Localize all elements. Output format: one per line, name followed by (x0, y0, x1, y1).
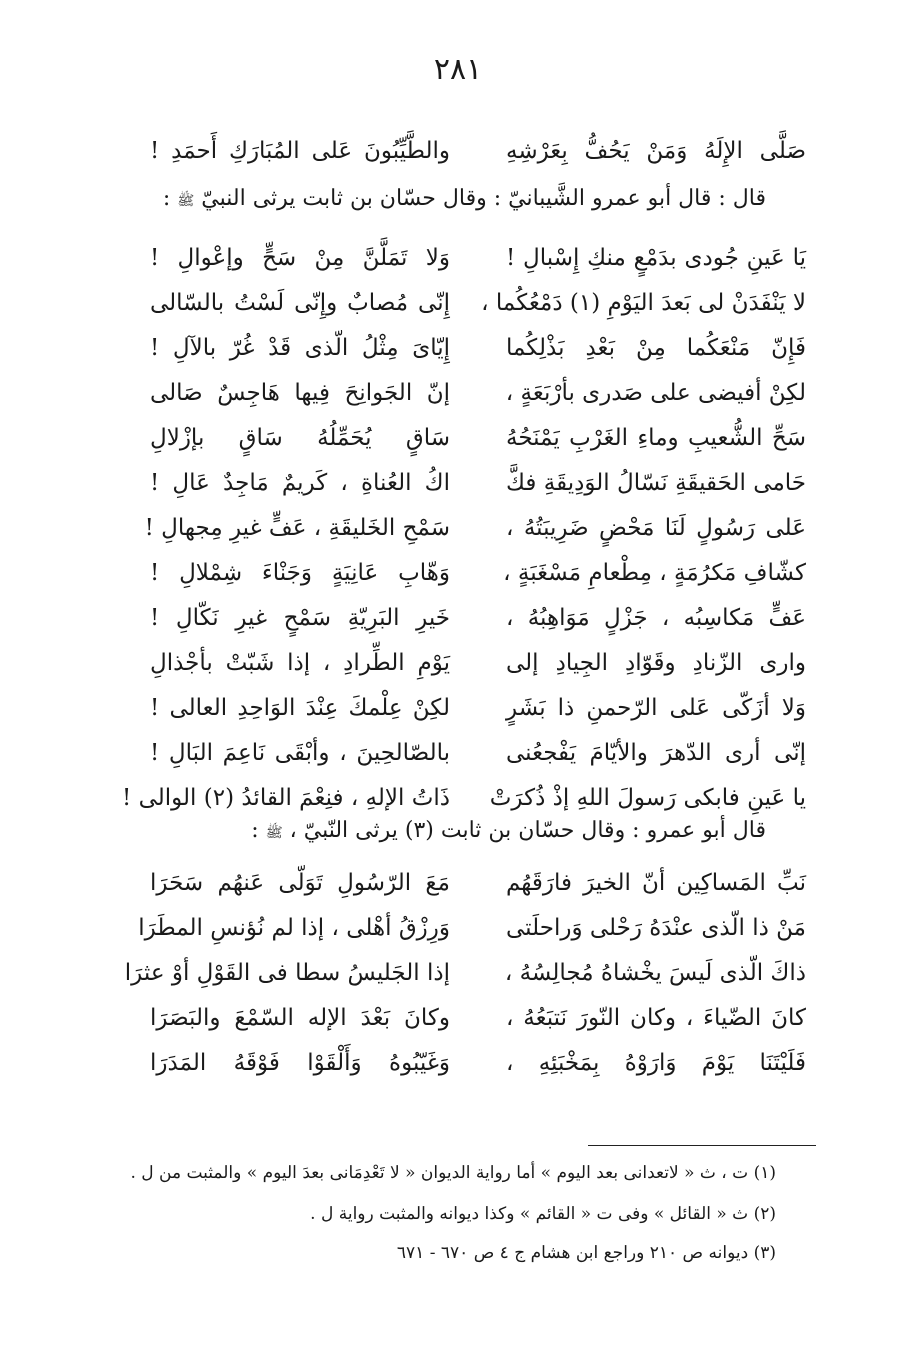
verse-first-hemistich: يَا عَينِ جُودى بدَمْعٍ منكِ إِسْبالِ ! (506, 244, 806, 271)
verse-first-hemistich: كشّافِ مَكرُمَةٍ ، مِطْعامِ مَسْغَبَةٍ ، (503, 559, 806, 586)
verse-second-hemistich: وَلا تَمَلَّنَّ مِنْ سَحٍّ وإعْوالِ ! (150, 244, 450, 271)
verse-row (150, 325, 806, 370)
verse-first-hemistich: وَلا أزَكّى عَلى الرّحمنِ ذا بَشَرٍ (506, 694, 806, 721)
footnote-1: (١) ت ، ث « لاتعدانى بعد اليوم » أما رواية الديوان « لا تَعْدِمَانى بعدَ اليوم » والمثبت من ل . (130, 1163, 776, 1183)
verse-first-hemistich: نَبِّ المَساكِين أنّ الخيرَ فارَقَهُم (506, 869, 806, 896)
verse-row (150, 595, 806, 640)
page-number: ٢٨١ (433, 52, 483, 87)
footnote-divider (588, 1145, 816, 1146)
verse-first-hemistich: حَامى الحَقيقَةِ نَسّالُ الوَدِيقَةِ فكَّ (506, 469, 806, 496)
verse-second-hemistich: إِيّاىَ مِثْلُ الّذى قَدْ غُرّ بالآلِ ! (150, 334, 450, 361)
verse-second-hemistich: سَاقٍ يُحَمِّلُهُ سَاقٍ بإزْلالِ (150, 424, 450, 451)
verse-row (150, 995, 806, 1040)
verse-row (138, 905, 806, 950)
verse-second-hemistich: سَمْحِ الخَليقَةِ ، عَفٍّ غيرِ مِجهالِ ! (144, 514, 450, 541)
verse-second-hemistich: وكانَ بَعْدَ الإله السّمْعَ والبَصَرَا (150, 1004, 450, 1031)
verse-first-hemistich: فَإِنّ مَنْعَكُما مِنْ بَعْدِ بَذْلِكُما (506, 334, 806, 361)
verse-row (150, 1040, 806, 1085)
verse-second-hemistich: إِنّى مُصابٌ وإِنّى لَسْتُ بالسّالى (150, 289, 450, 316)
verse-row (150, 280, 806, 325)
footnote-2: (٢) ث « القائل » وفى ت « القائم » وكذا ديوانه والمثبت رواية ل . (310, 1204, 776, 1224)
salutation-seal: ﷺ (265, 825, 283, 841)
verse-second-hemistich: لكِنْ عِلْمكَ عِنْدَ الوَاحِدِ العالى ! (150, 694, 450, 721)
verse-first-hemistich: إنّى أرى الدّهرَ والأيّامَ يَفْجعُنى (506, 739, 806, 766)
poem-1 (122, 235, 806, 820)
verse-first-hemistich: سَحِّ الشُّعيبِ وماءِ الغَرْبِ يَمْنَحُهُ (506, 424, 806, 451)
verse-second-hemistich: يَوْمِ الطِّرادِ ، إذا شَبّتْ بأجْذالِ (150, 649, 450, 676)
verse-second-hemistich: وَغَيّبُوهُ وَأَلْقَوْا فَوْقَهُ المَدَرَا (150, 1049, 450, 1076)
verse-row (150, 370, 806, 415)
verse-first-hemistich: عَلى رَسُولٍ لَنَا مَحْضٍ ضَرِيبَتُهُ ، (506, 514, 806, 541)
salutation-seal: ﷺ (177, 193, 195, 209)
verse-first-hemistich: كانَ الضّياءَ ، وكان النّورَ نَتبَعُهُ ، (506, 1004, 806, 1031)
intro-colon: : (251, 818, 259, 843)
verse-row (150, 235, 806, 280)
verse-row (150, 685, 806, 730)
verse-second-hemistich: وَرِزْقُ أهْلى ، إذا لم نُؤنسِ المطَرَا (138, 914, 450, 941)
verse-row (150, 860, 806, 905)
verse-first-hemistich: صَلَّى الإِلَهُ وَمَنْ يَحُفُّ بِعَرْشِهِ (506, 137, 806, 164)
verse-second-hemistich: خَيرِ البَرِيّةِ سَمْحٍ غيرِ نَكّالِ ! (150, 604, 450, 631)
verse-row (150, 550, 806, 595)
verse-second-hemistich: ذَاتُ الإلهِ ، فنِعْمَ القائدُ (٢) الوالى ! (122, 784, 450, 811)
intro-text: قال : قال أبو عمرو الشَّيبانيّ : وقال حسّان بن ثابت يرثى النبيّ (201, 186, 766, 211)
footnote-3: (٣) ديوانه ص ٢١٠ وراجع ابن هشام ج ٤ ص ٦٧٠ - ٦٧١ (396, 1243, 776, 1263)
verse-second-hemistich: وَهّابِ عَانِيَةٍ وَجَنْاءَ شِمْلالِ ! (150, 559, 450, 586)
verse-second-hemistich: إنّ الجَوانِحَ فِيها هَاجِسٌ صَالى (150, 379, 450, 406)
verse-first-hemistich: مَنْ ذا الّذى عنْدَهُ رَحْلى وَراحلَتى (506, 914, 806, 941)
intro-text: قال أبو عمرو : وقال حسّان بن ثابت (٣) يرثى النّبيّ ، (289, 818, 766, 843)
verse-second-hemistich: والطَّيِّبُونَ عَلى المُبَارَكِ أَحمَدِ ! (150, 137, 450, 164)
verse-second-hemistich: إذا الجَليسُ سطا فى القَوْلِ أوْ عثرَا (124, 959, 450, 986)
intro-paragraph-1 (140, 186, 766, 212)
verse-second-hemistich: اكُ العُناةِ ، كَريمٌ مَاجِدٌ عَالِ ! (150, 469, 450, 496)
verse-first-hemistich: لكِنْ أفيضى على صَدرى بأرْبَعَةٍ ، (505, 379, 806, 406)
verse-first-hemistich: فَلَيْتَنَا يَوْمَ وَارَوْهُ بِمَخْبَئِهِ ، (506, 1049, 806, 1076)
intro-colon: : (162, 186, 171, 211)
verse-second-hemistich: مَعَ الرّسُولِ تَوَلّى عَنهُم سَحَرَا (150, 869, 450, 896)
verse-row (150, 128, 806, 173)
verse-first-hemistich: وارى الزّنادِ وقَوّادِ الجِيادِ إلى (506, 649, 806, 676)
verse-row (150, 460, 806, 505)
verse-first-hemistich: ذاكَ الّذى لَيسَ يخْشاهُ مُجالِسُهُ ، (504, 959, 806, 986)
verse-row (124, 950, 806, 995)
verse-first-hemistich: لا يَنْفَدَنْ لى بَعدَ اليَوْمِ (١) دَمْعُكُما ، (481, 289, 806, 316)
verse-first-hemistich: يا عَينِ فابكى رَسولَ اللهِ إذْ ذُكرَتْ (489, 784, 806, 811)
intro-paragraph-2 (140, 818, 766, 844)
verse-second-hemistich: بالصّالحِينَ ، وأبْقَى نَاعِمَ البَالِ ! (150, 739, 450, 766)
opening-verse (150, 128, 806, 173)
poem-2 (124, 860, 806, 1085)
verse-row (122, 775, 806, 820)
verse-row (150, 730, 806, 775)
verse-row (150, 415, 806, 460)
verse-row (144, 505, 806, 550)
verse-first-hemistich: عَفٍّ مَكاسِبُه ، جَزْلٍ مَوَاهِبُهُ ، (506, 604, 806, 631)
verse-row (150, 640, 806, 685)
